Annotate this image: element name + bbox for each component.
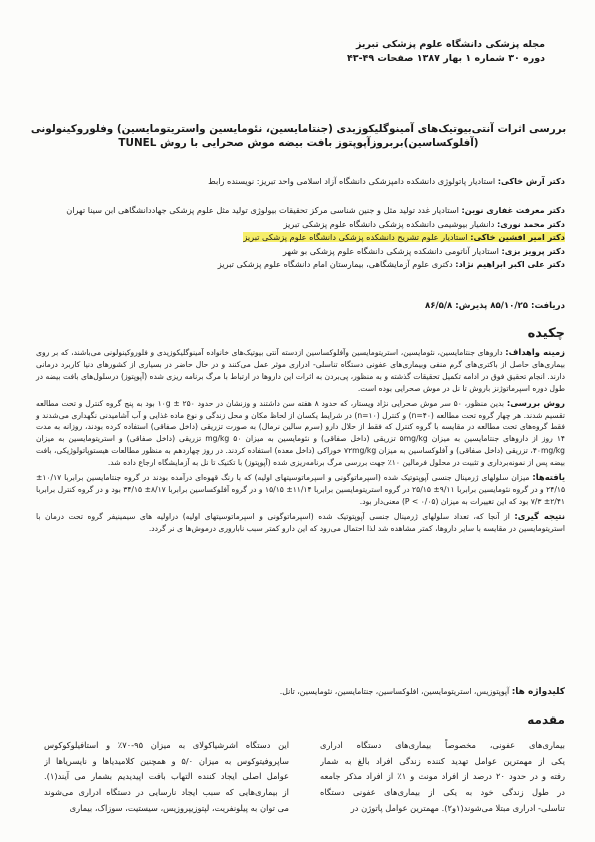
journal-issue: دوره ۳۰ شماره ۱ بهار ۱۳۸۷ صفحات ۴۹-۴۳ bbox=[346, 53, 545, 64]
keywords bbox=[36, 687, 565, 697]
text-line: یکی از مهمترین عوامل تهدید کننده زندگی افراد بالغ به شمار bbox=[320, 755, 565, 766]
author-affiliation: استادیار آناتومی دانشکده پزشکی دانشگاه علوم پزشکی بو شهر bbox=[282, 245, 502, 256]
text-line: بیماری‌های عفونی، مخصوصاً بیماری‌های دستگاه ادراری bbox=[320, 740, 565, 750]
highlight-mark bbox=[243, 232, 565, 242]
author-name: دکتر علی اکبر ابراهیم نژاد: bbox=[455, 259, 565, 270]
received-accepted-dates: دریافت: ۸۵/۱۰/۲۵ پذیرش: ۸۶/۵/۸ bbox=[424, 301, 565, 311]
abstract-results bbox=[36, 472, 565, 508]
author-affiliation: دانشیار بیوشیمی دانشکده پزشکی دانشگاه علوم پزشکی تبریز bbox=[283, 218, 497, 229]
section-text: از آنجا که، تعداد سلولهای ژرمینال جنسی آپوپتوتیک شده (اسپرماتوگونی و اسپرماتوسیتهای اولیه) دراولیه های سیمینیفر گروه تحت درمان با استریتومایسین در مقایسه با سایر داروها، کمتر مشاهده شد لذا احتمال می‌رود که این دارو کمتر سبب ناباروری درموش‌ها ی نر گردد. bbox=[36, 511, 565, 533]
keywords-label: کلیدواژه ها: bbox=[511, 687, 565, 697]
author-name: دکتر امیر افشین خاکی: bbox=[470, 232, 565, 243]
abstract-heading: چکیده bbox=[527, 326, 565, 341]
author-affiliation: استادیار پاتولوژی دانشکده دامپزشکی دانشگاه آزاد اسلامی واحد تبریز: نویسنده رابط bbox=[208, 176, 498, 186]
section-text: بدین منظور، ۵۰ سر موش صحرایی نژاد ویستار، که حدود ۸ هفته سن داشتند و وزنشان در حدود ۱۰g ± ۲۵۰ بود به پنج گروه کنترل و تحت مطالعه تقسیم شدند. هر چهار گروه تحت مطالعه (n=۴۰) و کنترل (n=۱۰) در شرایط یکسان از لحاظ مکان و محل زندگی و نوع ماده غذایی و آب آشامیدنی نگهداری می‌شدند و فقط گروه‌های تحت مطالعه در مقایسه با گروه کنترل که فقط از حلال دارو (سرم سالین نرمال) به صورت تزریقی (داخل صفاقی) استفاده کرده بودند، روزانه به مدت ۱۴ روز از داروهای جنتامایسین به میزان ۵mg/kg تزریقی (داخل صفاقی) و نئومایسین به میزان ۵۰ mg/kg تزریقی (داخل صفاقی) و استریتومایسین به میزان ۴۰mg/kg، تزریقی (داخل صفاقی) و آفلوکساسین به میزان ۷۲mg/kg خوراکی (داخل معده) استفاده کردند. در روز چهاردهم به منظور مطالعات هیستوپاتولوژیکی، بافت بیضه پس از نمونه‌برداری و تثبیت در محلول فرمالین ۱۰٪ جهت بررسی مرگ برنامه‌ریزی شده (آپوپتوز) با تکنیک تا نل به آزمایشگاه ارجاع داده شد. bbox=[36, 398, 566, 468]
author-entry bbox=[40, 258, 565, 271]
author-entry bbox=[40, 204, 565, 217]
abstract-methods bbox=[36, 398, 565, 469]
section-text: داروهای جنتامایسین، نئومایسین، استریتومایسین وآفلوکساسین ازدسته آنتی بیوتیک‌های خانواده آمینوگلیکوزیدی و فلوروکینولونی می‌باشند، که بر روی بیماری‌های حاصل از باکتری‌های گرم منفی وبیماری‌های عفونی دستگاه تناسلی- ادراری موثر عمل می‌کنند و در حال حاضر در بسیاری از کشورهای دنیا کاربرد درمانی دارند. انجام تحقیق فوق در ادامه تکمیل تحقیقات گذشته و به منظور، پی‌بردن به اثرات این داروها در ارتباط با مرگ برنامه ریزی شده (آپوپتوز) درسلول‌های بافت بیضه در طول دوره اسپرماتوژنز باروش تا نل در موش صحرایی بوده است. bbox=[36, 348, 565, 393]
author-entry bbox=[40, 245, 565, 258]
section-label: زمینه واهداف: bbox=[505, 347, 565, 357]
abstract-conclusion bbox=[36, 511, 565, 535]
introduction-heading: مقدمه bbox=[527, 713, 565, 727]
abstract-body bbox=[36, 347, 565, 538]
author-name: دکتر آرش خاکی: bbox=[497, 176, 565, 186]
journal-header bbox=[347, 38, 545, 66]
text-line: این دستگاه اشرشیاکولای به میزان ۹۵-۷۰٪ و استافیلوکوکوس bbox=[44, 740, 289, 750]
abstract-background bbox=[36, 347, 565, 395]
intro-column-right bbox=[320, 738, 565, 817]
author-affiliation: استادیار غدد تولید مثل و جنین شناسی مرکز تحقیقات بیولوژی تولید مثل علوم پزشکی جهاددانشگاهی ابن سینا تهران bbox=[66, 205, 462, 216]
text-line: در طول زندگی خود به یکی از بیماری‌های عفونی دستگاه bbox=[320, 787, 565, 798]
section-label: روش بررسی: bbox=[506, 397, 565, 408]
article-title bbox=[18, 122, 579, 150]
section-text: میزان سلولهای ژرمینال جنسی آپوپتوتیک شده (اسپرماتوگونی و اسپرماتوسیتهای اولیه) که با رنگ قهوه‌ای درآمده بودند در گروه جنتامایسین برابربا ۱۰/۱۷± ۲۴/۱۵ و در گروه نئومایسین برابربا ۹/۱۱± ۲۵/۱۵ در گروه استریتومایسین برابربا ۱۱/۱۴± ۱۵/۱۵ و در گروه آفلوکساسین برابربا ۸/۱۷± ۳۴/۱۵ بود و در گروه کنترل برابربا ۲/۴۱± ۷/۳ بود که این تغییرات به میزان (P < ۰/۰۵) معنی‌دار بود. bbox=[36, 473, 566, 506]
text-line: می توان به پیلونفریت، لپتوزیپروزیس، سیستیت، سوزاک، بیماری bbox=[69, 802, 289, 813]
author-affiliation: دکتری علوم آزمایشگاهی، بیمارستان امام دانشگاه علوم پزشکی تبریز bbox=[217, 259, 456, 270]
journal-title: مجله پزشکی دانشگاه علوم پزشکی تبریز bbox=[356, 39, 545, 50]
author-affiliation: استادیار علوم تشریح دانشکده پزشکی دانشگاه علوم پزشکی تبریز bbox=[243, 232, 471, 243]
author-name: دکتر محمد نوری: bbox=[497, 218, 565, 229]
text-line: تناسلی- ادراری مبتلا می‌شوند(۱و۲). مهمترین عوامل پاتوژن در bbox=[350, 802, 565, 813]
author-entry-highlighted bbox=[40, 231, 565, 244]
author-entry bbox=[40, 218, 565, 231]
intro-column-left bbox=[44, 738, 289, 817]
section-label: یافته‌ها: bbox=[532, 472, 565, 483]
text-line: عوامل اصلی ایجاد کننده التهاب بافت اپیدیدیم بشمار می آیند(۱). bbox=[44, 771, 289, 782]
author-entry bbox=[40, 175, 565, 188]
author-list bbox=[40, 175, 565, 271]
author-name: دکتر معرفت غفاری نوین: bbox=[461, 205, 565, 216]
text-line: رفته و در حدود ۲۰ درصد از افراد مونث و ۱٪ از افراد مذکر جامعه bbox=[320, 771, 565, 782]
text-line: از بیماری‌هایی که سبب ایجاد نارسایی در دستگاه ادراری می‌شوند bbox=[44, 787, 289, 798]
title-line-2: (آفلوکساسین)بربروزآپوپتوز بافت بیضه موش صحرایی با روش TUNEL bbox=[118, 137, 479, 149]
keywords-text: آپوپتوزیس، استریتومایسین، افلوکساسین، جنتامایسین، نئومایسین، تانل. bbox=[279, 687, 512, 696]
author-name: دکتر پرویز بزی: bbox=[501, 245, 565, 256]
text-line: ساپروفیتوکوس به میزان ۵/۰ و همچنین کلامیدیاها و نایسریاها از bbox=[44, 755, 289, 766]
title-line-1: بررسی اثرات آنتی‌بیوتیک‌های آمینوگلیکوزیدی (جنتامایسین، نئومایسین واستریتومایسین) وفلوروکینولونی bbox=[30, 123, 567, 135]
section-label: نتیجه گیری: bbox=[514, 510, 565, 521]
